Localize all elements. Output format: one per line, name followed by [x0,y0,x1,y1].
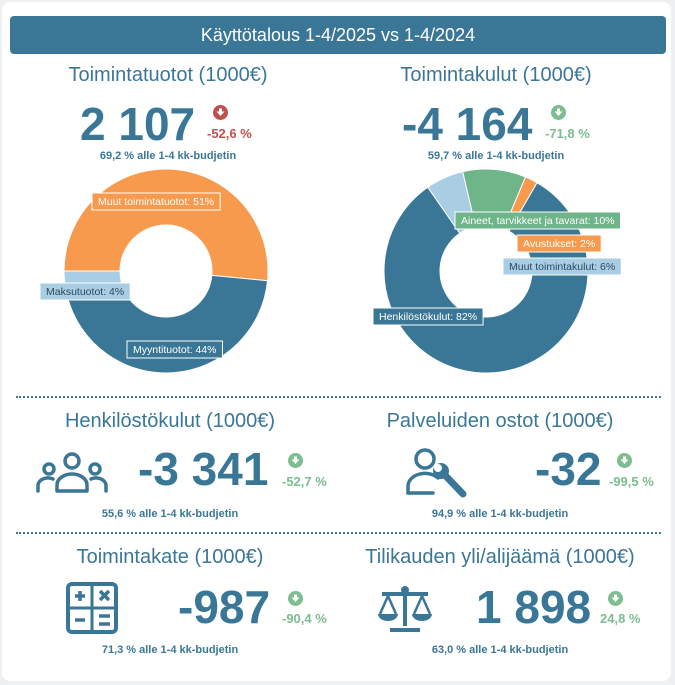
label-muut-toimintatuotot [92,193,220,210]
henkilosto-title: Henkilöstökulut (1000€) [64,410,276,432]
tuotot-value: 2 107 [80,98,196,150]
label-avustukset [517,235,601,252]
label-myyntituotot-text: Myyntituotot: 44% [133,344,217,356]
label-aineet [455,212,621,229]
arrow-down-icon [288,453,303,468]
tilikausi-title: Tilikauden yli/alijäämä (1000€) [365,546,635,568]
label-henkilostokulut-text: Henkilöstökulut: 82% [379,311,478,323]
label-muut-toimintakulut-text: Muut toimintakulut: 6% [509,261,616,273]
tuotot-title: Toimintatuotot (1000€) [68,64,268,86]
katte-value: -987 [178,581,271,633]
palvelut-title: Palveluiden ostot (1000€) [386,410,614,432]
people-icon [36,452,108,499]
scale-icon [376,584,434,639]
arrow-down-icon [288,591,303,606]
tuotot-change: -52,6 % [207,126,252,141]
banner-title: Käyttötalous 1-4/2025 vs 1-4/2024 [10,16,666,54]
label-maksutuotot-text: Maksutuotot: 4% [46,286,125,298]
tuotot-note: 69,2 % alle 1-4 kk-budjetin [99,150,237,162]
kulut-change: -71,8 % [545,126,590,141]
kulut-value: -4 164 [402,98,533,150]
henkilosto-value: -3 341 [138,443,269,495]
calculator-icon [66,582,118,639]
henkilosto-note: 55,6 % alle 1-4 kk-budjetin [101,508,239,520]
label-myyntituotot [127,341,222,358]
palvelut-value: -32 [535,443,602,495]
katte-note: 71,3 % alle 1-4 kk-budjetin [101,644,239,656]
palvelut-change: -99,5 % [609,474,654,489]
label-avustukset-text: Avustukset: 2% [523,238,596,250]
kulut-title: Toimintakulut (1000€) [400,64,592,86]
katte-title: Toimintakate (1000€) [76,546,264,568]
label-muut-toimintatuotot-text: Muut toimintatuotot: 51% [98,196,215,208]
label-maksutuotot [40,283,130,300]
arrow-down-icon [617,453,632,468]
arrow-down-icon [608,591,623,606]
tuotot-slice-1 [64,169,268,281]
tilikausi-note: 63,0 % alle 1-4 kk-budjetin [431,644,569,656]
label-henkilostokulut [373,308,483,325]
label-muut-toimintakulut [503,258,621,275]
katte-change: -90,4 % [282,611,327,626]
tilikausi-value: 1 898 [476,581,592,633]
tilikausi-change: 24,8 % [600,611,641,626]
label-aineet-text: Aineet, tarvikkeet ja tavarat: 10% [461,215,615,227]
palvelut-note: 94,9 % alle 1-4 kk-budjetin [431,508,569,520]
separator [16,532,661,534]
kulut-note: 59,7 % alle 1-4 kk-budjetin [427,150,565,162]
henkilosto-change: -52,7 % [282,474,327,489]
person-wrench-icon [405,447,467,504]
separator [16,396,661,398]
